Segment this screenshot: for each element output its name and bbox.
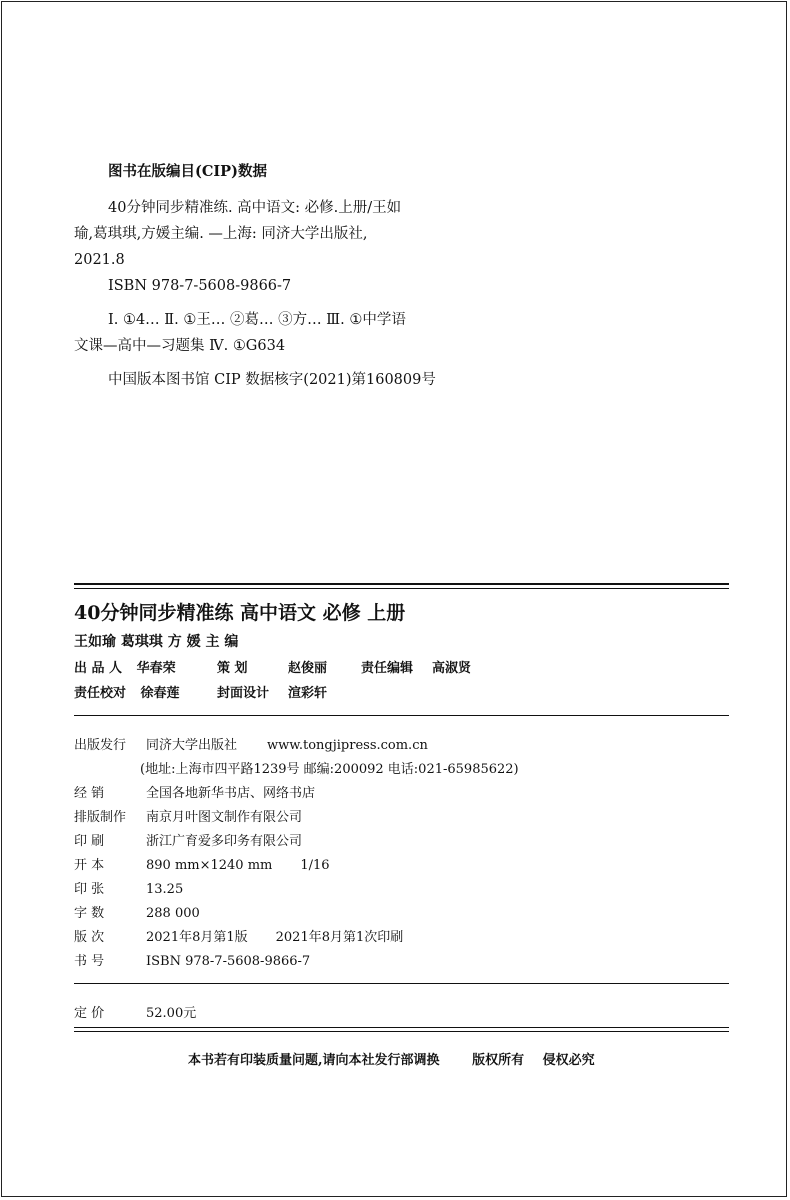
planner-label: 策 划 [217,661,248,676]
publisher-label: 出版发行 [74,738,127,753]
typesetting-label: 排版制作 [74,810,127,825]
sheets-row [74,878,183,897]
credits-row-1 [74,657,472,676]
copyright-notice: 版权所有 [472,1053,525,1068]
wordcount-label: 字 数 [74,906,105,921]
distributor-value: 全国各地新华书店、网络书店 [146,786,316,801]
format-fraction: 1/16 [300,858,330,873]
printer-row [74,830,302,849]
book-title: 40分钟同步精准练 高中语文 必修 上册 [74,602,406,624]
publisher-rep-label: 出 品 人 [74,661,123,676]
publisher-row [74,734,428,753]
publisher-rep-value: 华春荣 [136,661,176,676]
typesetting-row [74,806,302,825]
cip-heading: 图书在版编目(CIP)数据 [108,163,267,180]
wordcount-value: 288 000 [146,906,200,921]
rule-before-publisher [74,715,729,716]
planner-value: 赵俊丽 [288,661,328,676]
sheets-value: 13.25 [146,882,184,897]
piracy-notice: 侵权必究 [542,1053,595,1068]
wordcount-row [74,902,200,921]
typesetting-value: 南京月叶图文制作有限公司 [146,810,303,825]
format-row [74,854,330,873]
printer-value: 浙江广育爱多印务有限公司 [146,834,303,849]
editor-value: 高淑贤 [432,661,472,676]
publisher-website: www.tongjipress.com.cn [267,738,428,753]
booknumber-label: 书 号 [74,954,105,969]
printer-label: 印 刷 [74,834,105,849]
publisher-address: (地址:上海市四平路1239号 邮编:200092 电话:021-65985622) [140,762,519,777]
cip-line-2: 瑜,葛琪琪,方媛主编. —上海: 同济大学出版社, [74,226,368,242]
cip-record: 中国版本图书馆 CIP 数据核字(2021)第160809号 [108,372,436,388]
credits-row-2 [74,682,328,701]
booknumber-row [74,950,310,969]
double-rule-2-top [74,1027,729,1028]
editor-label: 责任编辑 [361,661,414,676]
booknumber-value: ISBN 978-7-5608-9866-7 [146,954,311,969]
cip-isbn: ISBN 978-7-5608-9866-7 [108,278,292,294]
return-notice: 本书若有印装质量问题,请向本社发行部调换 [188,1053,440,1068]
double-rule-top [74,583,729,585]
cover-design-value: 渲彩轩 [288,686,328,701]
proofreader-value: 徐春莲 [140,686,180,701]
cip-class-2: 文课—高中—习题集 Ⅳ. ①G634 [74,338,286,354]
price-label: 定 价 [74,1006,105,1021]
format-label: 开 本 [74,858,105,873]
notice-row [188,1049,595,1068]
distributor-row [74,782,315,801]
distributor-label: 经 销 [74,786,105,801]
proofreader-label: 责任校对 [74,686,127,701]
editors: 王如瑜 葛琪琪 方 媛 主 编 [74,634,239,650]
format-value: 890 mm×1240 mm [146,858,273,873]
edition-label: 版 次 [74,930,105,945]
edition-row [74,926,403,945]
cip-line-3: 2021.8 [74,252,125,268]
price-value: 52.00元 [146,1006,197,1021]
edition-value: 2021年8月第1版 [146,930,248,945]
cip-class-1: Ⅰ. ①4… Ⅱ. ①王… ②葛… ③方… Ⅲ. ①中学语 [108,312,406,328]
double-rule-bottom [74,588,729,589]
cover-design-label: 封面设计 [217,686,270,701]
double-rule-2-bottom [74,1031,729,1032]
price-row [74,1002,196,1021]
rule-before-price [74,983,729,984]
sheets-label: 印 张 [74,882,105,897]
cip-line-1: 40分钟同步精准练. 高中语文: 必修.上册/王如 [108,200,402,216]
printing-value: 2021年8月第1次印刷 [275,930,404,945]
publisher-value: 同济大学出版社 [146,738,238,753]
